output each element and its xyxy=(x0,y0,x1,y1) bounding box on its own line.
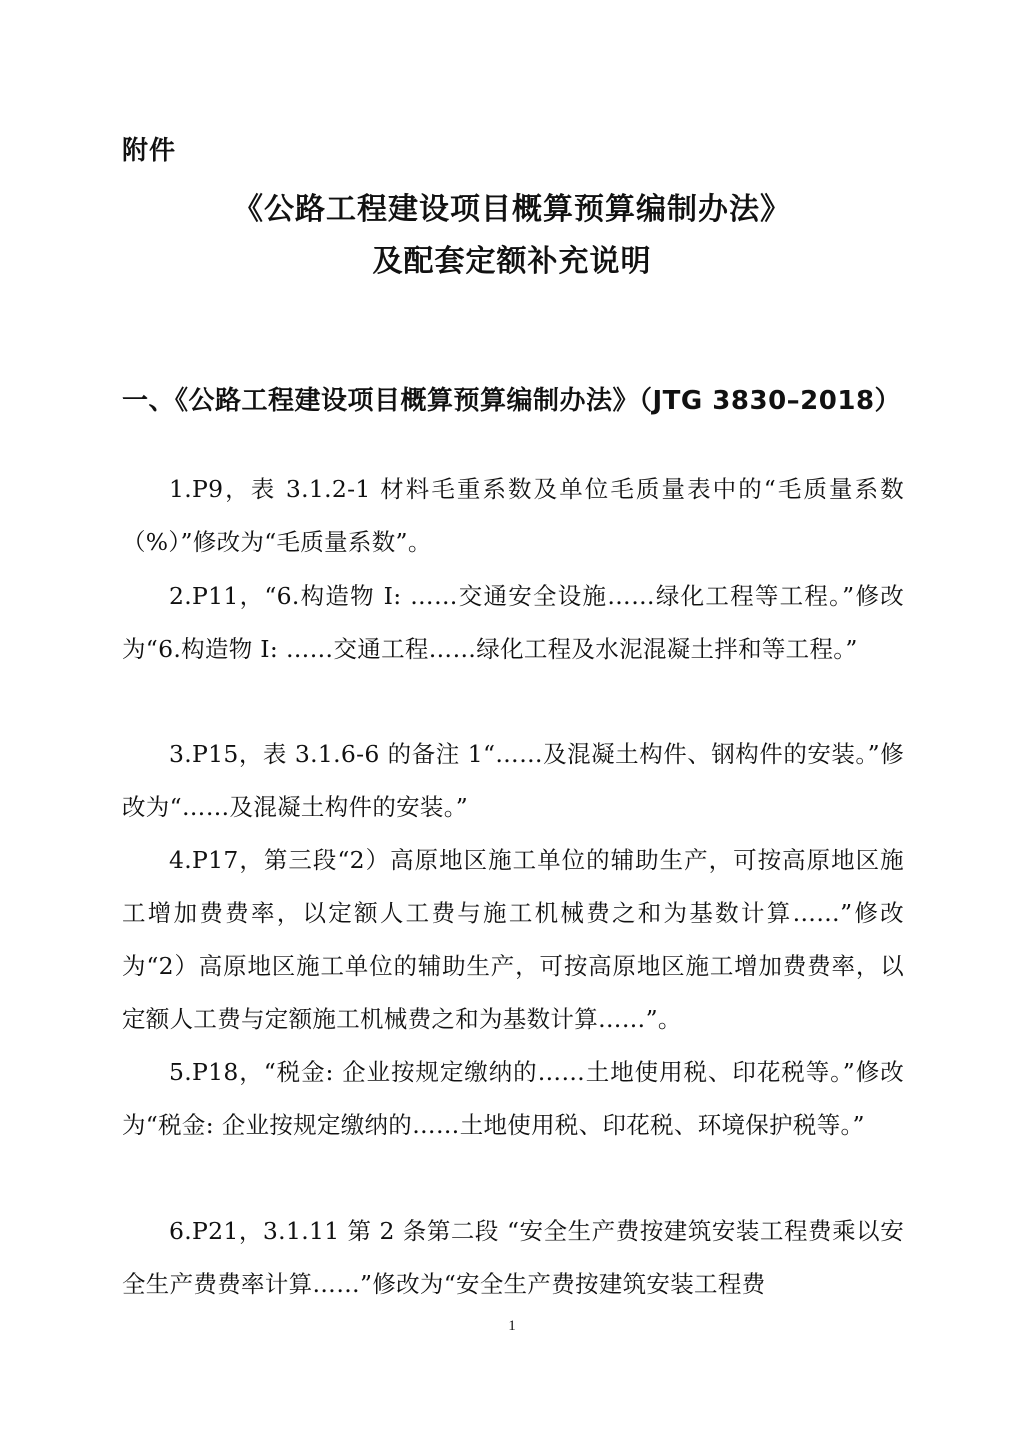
section-heading: 一、《公路工程建设项目概算预算编制办法》（JTG 3830–2018） xyxy=(122,386,902,416)
paragraph-item-3: 3.P15，表 3.1.6-6 的备注 1“……及混凝土构件、钢构件的安装。”修改为“……及混凝土构件的安装。” xyxy=(122,740,904,821)
paragraph-item-6: 6.P21，3.1.11 第 2 条第二段 “安全生产费按建筑安装工程费乘以安全生产费费率计算……”修改为“安全生产费按建筑安装工程费 xyxy=(122,1217,904,1298)
paragraph-item-2: 2.P11，“6.构造物 I: ……交通安全设施……绿化工程等工程。”修改为“6.构造物 I: ……交通工程……绿化工程及水泥混凝土拌和等工程。” xyxy=(122,582,904,663)
paragraph-item-5: 5.P18，“税金: 企业按规定缴纳的……土地使用税、印花税等。”修改为“税金: 企业按规定缴纳的……土地使用税、印花税、环境保护税等。” xyxy=(122,1058,904,1139)
document-title-line-1: 《公路工程建设项目概算预算编制办法》 xyxy=(233,192,791,227)
page-number: 1 xyxy=(508,1318,516,1334)
paragraph-item-1: 1.P9，表 3.1.2-1 材料毛重系数及单位毛质量表中的“毛质量系数（%）”修改为“毛质量系数”。 xyxy=(122,475,904,556)
document-title-line-2: 及配套定额补充说明 xyxy=(372,244,652,279)
attachment-label: 附件 xyxy=(122,136,177,166)
paragraph-item-4: 4.P17，第三段“2）高原地区施工单位的辅助生产，可按高原地区施工增加费费率，以定额人工费与施工机械费之和为基数计算……”修改为“2）高原地区施工单位的辅助生产，可按高原地区施工增加费费率，以定额人工费与定额施工机械费之和为基数计算……”。 xyxy=(122,846,904,1033)
